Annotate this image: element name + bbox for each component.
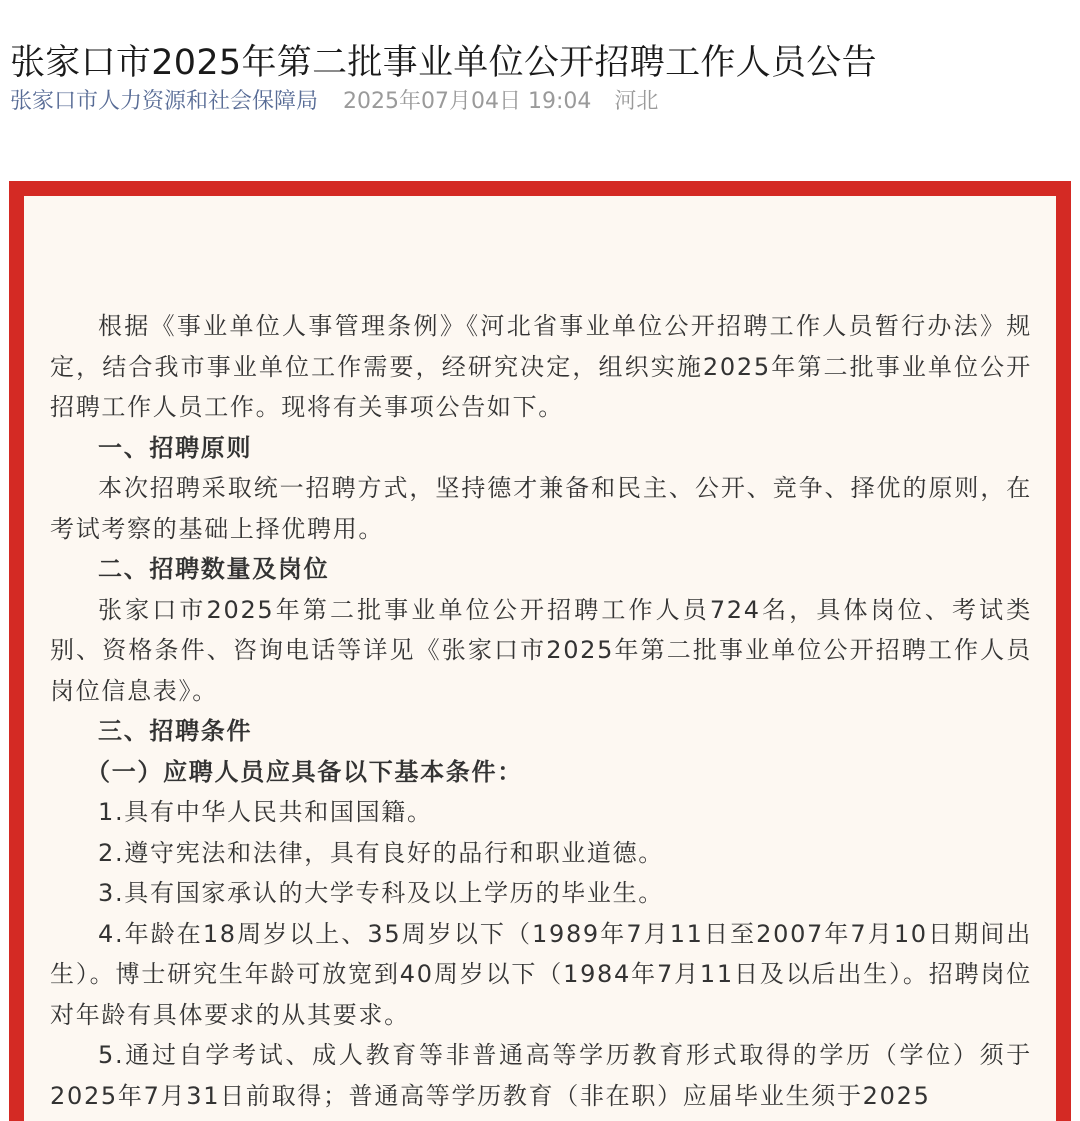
red-border-frame (9, 181, 1071, 1121)
content-paper (24, 196, 1056, 1121)
article-body (50, 306, 1032, 1116)
article-title: 张家口市2025年第二批事业单位公开招聘工作人员公告 (10, 43, 877, 84)
positions-paragraph: 张家口市2025年第二批事业单位公开招聘工作人员724名，具体岗位、考试类别、资格条件、咨询电话等详见《张家口市2025年第二批事业单位公开招聘工作人员岗位信息表》。 (50, 595, 1032, 705)
source-account-link[interactable]: 张家口市人力资源和社会保障局 (10, 89, 319, 114)
principles-paragraph: 本次招聘采取统一招聘方式，坚持德才兼备和民主、公开、竞争、择优的原则，在考试考察的基础上择优聘用。 (50, 474, 1032, 543)
section-heading-positions: 二、招聘数量及岗位 (98, 555, 330, 583)
publish-time: 2025年07月04日 19:04 (343, 89, 592, 114)
intro-paragraph: 根据《事业单位人事管理条例》《河北省事业单位公开招聘工作人员暂行办法》规定，结合我市事业单位工作需要，经研究决定，组织实施2025年第二批事业单位公开招聘工作人员工作。现将有关事项公告如下。 (50, 312, 1032, 421)
condition-item: 1.具有中华人民共和国国籍。 (98, 798, 433, 826)
condition-item: 3.具有国家承认的大学专科及以上学历的毕业生。 (98, 879, 664, 907)
condition-item: 5.通过自学考试、成人教育等非普通高等学历教育形式取得的学历（学位）须于2025年7月31日前取得；普通高等学历教育（非在职）应届毕业生须于2025 (50, 1041, 1032, 1110)
condition-item: 2.遵守宪法和法律，具有良好的品行和职业道德。 (98, 838, 664, 867)
section-heading-conditions: 三、招聘条件 (98, 717, 253, 745)
publish-region: 河北 (614, 89, 659, 114)
article-meta (10, 86, 658, 118)
condition-item: 4.年龄在18周岁以上、35周岁以下（1989年7月11日至2007年7月10日期间出生）。博士研究生年龄可放宽到40周岁以下（1984年7月11日及以后出生）。招聘岗位对年龄有具体要求的从其要求。 (50, 919, 1032, 1029)
sub-heading-basic-conditions: （一）应聘人员应具备以下基本条件： (86, 757, 523, 786)
section-heading-principles: 一、招聘原则 (98, 433, 253, 462)
